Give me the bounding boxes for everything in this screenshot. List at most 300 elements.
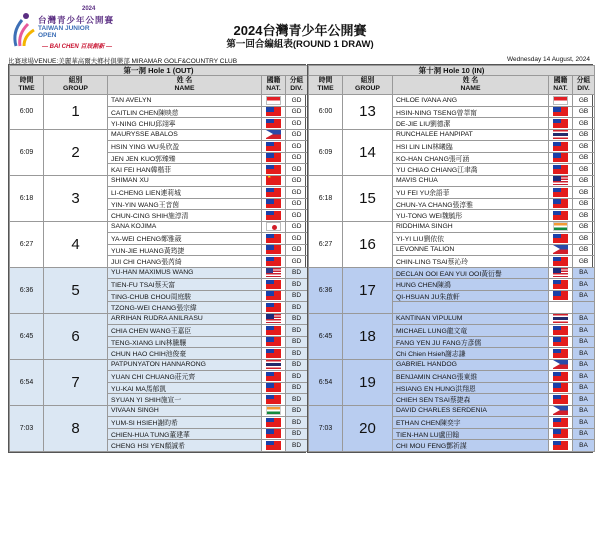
division: BD bbox=[286, 348, 308, 360]
player-name: CHENG HSI YEN顏誠希 bbox=[108, 440, 262, 452]
tw-flag-icon bbox=[266, 395, 281, 404]
div-header: 分組 DIV. bbox=[573, 76, 595, 95]
player-name: YU FEI YU余語菲 bbox=[393, 187, 549, 199]
tw-flag-icon bbox=[266, 245, 281, 254]
division: BD bbox=[286, 267, 308, 279]
player-name: CHIEN-HUA TUNG董建華 bbox=[108, 428, 262, 440]
division: BD bbox=[286, 417, 308, 429]
player-row bbox=[309, 129, 595, 141]
player-row bbox=[309, 359, 595, 371]
nationality bbox=[262, 118, 286, 130]
division: BA bbox=[573, 267, 595, 279]
nationality bbox=[262, 267, 286, 279]
nationality bbox=[262, 141, 286, 153]
group-number: 1 bbox=[44, 95, 108, 130]
player-name: TZONG-WEI CHANG張宗緯 bbox=[108, 302, 262, 314]
division: BA bbox=[573, 371, 595, 383]
tw-flag-icon bbox=[266, 349, 281, 358]
division: GB bbox=[573, 118, 595, 130]
logo-year: 2024 bbox=[82, 6, 96, 12]
tw-flag-icon bbox=[266, 142, 281, 151]
player-name: FANG YEN JU FANG方彥儒 bbox=[393, 336, 549, 348]
player-row bbox=[10, 359, 308, 371]
player-name: PATPUNYATON HANNARONG bbox=[108, 359, 262, 371]
nationality bbox=[262, 198, 286, 210]
division: GB bbox=[573, 244, 595, 256]
division: BD bbox=[286, 290, 308, 302]
player-name: TING-CHUB CHOU周庭駿 bbox=[108, 290, 262, 302]
division: GB bbox=[573, 256, 595, 268]
th-flag-icon bbox=[266, 360, 281, 369]
nationality bbox=[549, 198, 573, 210]
player-name: MICHAEL LUNG龍文竜 bbox=[393, 325, 549, 337]
player-name: TAN AVELYN bbox=[108, 95, 262, 107]
nationality bbox=[549, 428, 573, 440]
group-header: 組別 GROUP bbox=[44, 76, 108, 95]
division: GD bbox=[286, 210, 308, 222]
nationality bbox=[549, 95, 573, 107]
division bbox=[573, 302, 595, 314]
player-name: TIEN-FU TSAI蔡天富 bbox=[108, 279, 262, 291]
player-row bbox=[10, 95, 308, 107]
tee-time: 6:18 bbox=[309, 175, 343, 221]
nationality bbox=[262, 129, 286, 141]
division: GB bbox=[573, 141, 595, 153]
nationality bbox=[549, 325, 573, 337]
player-name: YU-KAI MA馬郁凱 bbox=[108, 382, 262, 394]
division: BD bbox=[286, 371, 308, 383]
nationality bbox=[262, 244, 286, 256]
hole-1-header: 第一洞 Hole 1 (OUT) bbox=[10, 66, 308, 76]
date-label: Wednesday 14 August, 2024 bbox=[507, 56, 590, 63]
ph-flag-icon bbox=[553, 406, 568, 415]
tee-time: 6:27 bbox=[10, 221, 44, 267]
nationality bbox=[262, 336, 286, 348]
division: BD bbox=[286, 325, 308, 337]
tw-flag-icon bbox=[266, 234, 281, 243]
division: GB bbox=[573, 175, 595, 187]
nationality bbox=[549, 336, 573, 348]
nationality bbox=[262, 325, 286, 337]
division: GD bbox=[286, 129, 308, 141]
player-row bbox=[309, 313, 595, 325]
tw-flag-icon bbox=[266, 188, 281, 197]
division: GB bbox=[573, 210, 595, 222]
player-row bbox=[309, 95, 595, 107]
division: BA bbox=[573, 405, 595, 417]
division: BD bbox=[286, 440, 308, 452]
ph-flag-icon bbox=[553, 360, 568, 369]
division: GD bbox=[286, 164, 308, 176]
division: BA bbox=[573, 325, 595, 337]
nationality bbox=[262, 417, 286, 429]
player-name: RIDDHIMA SINGH bbox=[393, 221, 549, 233]
tw-flag-icon bbox=[266, 257, 281, 266]
division: GD bbox=[286, 256, 308, 268]
player-name: HUNG CHEN陳鴻 bbox=[393, 279, 549, 291]
division: GD bbox=[286, 198, 308, 210]
player-row bbox=[10, 313, 308, 325]
nat-header: 國籍 NAT. bbox=[549, 76, 573, 95]
nationality bbox=[262, 428, 286, 440]
tw-flag-icon bbox=[553, 188, 568, 197]
tee-time: 6:54 bbox=[10, 359, 44, 405]
division: BA bbox=[573, 336, 595, 348]
nationality bbox=[549, 417, 573, 429]
us-flag-icon bbox=[266, 268, 281, 277]
hole-10-header: 第十洞 Hole 10 (IN) bbox=[309, 66, 595, 76]
tw-flag-icon bbox=[266, 199, 281, 208]
cn-flag-icon bbox=[266, 176, 281, 185]
logo-en: TAIWAN JUNIOR bbox=[38, 25, 90, 32]
player-name: YI-NING CHIU邱翊寧 bbox=[108, 118, 262, 130]
tw-flag-icon bbox=[266, 429, 281, 438]
player-name: ETHAN CHEN陳奕宇 bbox=[393, 417, 549, 429]
nationality bbox=[549, 313, 573, 325]
player-name: MAVIS CHUA bbox=[393, 175, 549, 187]
nationality bbox=[549, 164, 573, 176]
tw-flag-icon bbox=[553, 372, 568, 381]
tw-flag-icon bbox=[553, 441, 568, 450]
division: GB bbox=[573, 106, 595, 118]
tw-flag-icon bbox=[553, 199, 568, 208]
player-name: YUN-JIE HUANG黃筠捷 bbox=[108, 244, 262, 256]
nationality bbox=[549, 244, 573, 256]
division: GD bbox=[286, 221, 308, 233]
nationality bbox=[549, 233, 573, 245]
group-header: 組別 GROUP bbox=[343, 76, 393, 95]
nationality bbox=[262, 210, 286, 222]
nationality bbox=[262, 106, 286, 118]
tee-time: 6:54 bbox=[309, 359, 343, 405]
group-number: 18 bbox=[343, 313, 393, 359]
nationality bbox=[549, 382, 573, 394]
tw-flag-icon bbox=[266, 418, 281, 427]
nationality bbox=[549, 405, 573, 417]
division: BA bbox=[573, 417, 595, 429]
player-name: CHIEH SEN TSAI蔡捷森 bbox=[393, 394, 549, 406]
player-name: DE-JIE LIU劉德潔 bbox=[393, 118, 549, 130]
group-number: 6 bbox=[44, 313, 108, 359]
division: BD bbox=[286, 359, 308, 371]
player-name: YUM-SI HSIEH謝昀希 bbox=[108, 417, 262, 429]
nationality bbox=[549, 152, 573, 164]
player-name: HSIN-NING TSENG曾莘甯 bbox=[393, 106, 549, 118]
player-name: CHIA CHEN WANG王嘉臣 bbox=[108, 325, 262, 337]
player-name: VIVAAN SINGH bbox=[108, 405, 262, 417]
hole-10-draw-table bbox=[307, 64, 593, 453]
division: GD bbox=[286, 233, 308, 245]
nationality bbox=[549, 256, 573, 268]
tw-flag-icon bbox=[553, 349, 568, 358]
nationality bbox=[262, 279, 286, 291]
division: GB bbox=[573, 129, 595, 141]
tee-time: 6:45 bbox=[309, 313, 343, 359]
nationality bbox=[549, 267, 573, 279]
tw-flag-icon bbox=[553, 337, 568, 346]
division: GB bbox=[573, 152, 595, 164]
player-name: DAVID CHARLES SERDENIA bbox=[393, 405, 549, 417]
tw-flag-icon bbox=[553, 280, 568, 289]
tw-flag-icon bbox=[266, 291, 281, 300]
player-name: CHUN-YA CHANG張淳雅 bbox=[393, 198, 549, 210]
division: BA bbox=[573, 428, 595, 440]
player-name: RUNCHALEE HANPIPAT bbox=[393, 129, 549, 141]
tw-flag-icon bbox=[553, 326, 568, 335]
player-name: HSI LIN LIN林曦臨 bbox=[393, 141, 549, 153]
tw-flag-icon bbox=[266, 153, 281, 162]
name-header: 姓 名 NAME bbox=[108, 76, 262, 95]
tw-flag-icon bbox=[266, 383, 281, 392]
in-flag-icon bbox=[553, 222, 568, 231]
tee-time: 6:36 bbox=[309, 267, 343, 313]
time-header: 時間 TIME bbox=[309, 76, 343, 95]
player-row bbox=[10, 175, 308, 187]
nationality bbox=[262, 221, 286, 233]
my-flag-icon bbox=[266, 314, 281, 323]
ph-flag-icon bbox=[553, 245, 568, 254]
tw-flag-icon bbox=[553, 211, 568, 220]
player-name: KAI FEI HAN韓楷菲 bbox=[108, 164, 262, 176]
player-name: YUAN CHI CHUANG莊元齊 bbox=[108, 371, 262, 383]
tw-flag-icon bbox=[266, 326, 281, 335]
player-name: HSIN YING WU吳欣盈 bbox=[108, 141, 262, 153]
nationality bbox=[549, 118, 573, 130]
division: GB bbox=[573, 233, 595, 245]
division: GB bbox=[573, 95, 595, 107]
player-row bbox=[309, 175, 595, 187]
player-name: ARRIHAN RUDRA ANILRASU bbox=[108, 313, 262, 325]
tw-flag-icon bbox=[553, 383, 568, 392]
player-name: CAITLIN CHEN陳映慈 bbox=[108, 106, 262, 118]
group-number: 5 bbox=[44, 267, 108, 313]
nationality bbox=[262, 371, 286, 383]
group-number: 15 bbox=[343, 175, 393, 221]
nationality bbox=[549, 210, 573, 222]
venue-label: 比賽球場VENUE:美麗華高爾夫鄉村俱樂部 MIRAMAR GOLF&COUNTRY CLUB bbox=[8, 58, 238, 65]
tee-time: 6:18 bbox=[10, 175, 44, 221]
nationality bbox=[549, 359, 573, 371]
group-number: 19 bbox=[343, 359, 393, 405]
player-name: YU-HAN MAXIMUS WANG bbox=[108, 267, 262, 279]
div-header: 分組 DIV. bbox=[286, 76, 308, 95]
tw-flag-icon bbox=[553, 291, 568, 300]
group-number: 16 bbox=[343, 221, 393, 267]
group-number: 20 bbox=[343, 405, 393, 451]
player-name: SANA KOJIMA bbox=[108, 221, 262, 233]
group-number: 13 bbox=[343, 95, 393, 130]
group-number: 14 bbox=[343, 129, 393, 175]
division: GB bbox=[573, 198, 595, 210]
hole-1-draw-table bbox=[8, 64, 306, 453]
player-name bbox=[393, 302, 549, 314]
sponsor-label: — BAI CHEN 百辰創新 — bbox=[42, 44, 113, 50]
nationality bbox=[262, 175, 286, 187]
division: GD bbox=[286, 95, 308, 107]
player-row bbox=[10, 129, 308, 141]
nationality bbox=[262, 313, 286, 325]
tw-flag-icon bbox=[553, 142, 568, 151]
player-name: GABRIEL HANDOG bbox=[393, 359, 549, 371]
division: BD bbox=[286, 313, 308, 325]
division: BA bbox=[573, 279, 595, 291]
division: BD bbox=[286, 279, 308, 291]
player-name: TENG-XIANG LIN林騰驤 bbox=[108, 336, 262, 348]
division: BD bbox=[286, 302, 308, 314]
sg-flag-icon bbox=[266, 96, 281, 105]
player-name: CHUN-CING SHIH施淳清 bbox=[108, 210, 262, 222]
player-name: KANTINAN VIPULUM bbox=[393, 313, 549, 325]
division: BD bbox=[286, 394, 308, 406]
nationality bbox=[549, 221, 573, 233]
tw-flag-icon bbox=[266, 211, 281, 220]
ph-flag-icon bbox=[266, 130, 281, 139]
logo-en2: OPEN bbox=[38, 32, 57, 39]
tee-time: 6:00 bbox=[10, 95, 44, 130]
nationality bbox=[549, 290, 573, 302]
player-name: HSIANG EN HUNG洪翔恩 bbox=[393, 382, 549, 394]
nationality bbox=[549, 440, 573, 452]
sg-flag-icon bbox=[553, 96, 568, 105]
division: BD bbox=[286, 336, 308, 348]
player-name: CHLOE IVANA ANG bbox=[393, 95, 549, 107]
tw-flag-icon bbox=[553, 429, 568, 438]
division: GB bbox=[573, 164, 595, 176]
division: GD bbox=[286, 118, 308, 130]
page-subtitle: 第一回合編組表(ROUND 1 DRAW) bbox=[226, 39, 374, 50]
player-name: SYUAN YI SHIH施宣一 bbox=[108, 394, 262, 406]
nationality bbox=[549, 129, 573, 141]
player-name: JUI CHI CHANG張芮綺 bbox=[108, 256, 262, 268]
my-flag-icon bbox=[553, 176, 568, 185]
nationality bbox=[262, 382, 286, 394]
time-header: 時間 TIME bbox=[10, 76, 44, 95]
player-name: YI-YI LIU劉依依 bbox=[393, 233, 549, 245]
nationality bbox=[262, 359, 286, 371]
nationality bbox=[262, 164, 286, 176]
tw-flag-icon bbox=[266, 372, 281, 381]
division: GD bbox=[286, 187, 308, 199]
my-flag-icon bbox=[553, 268, 568, 277]
tee-time: 6:27 bbox=[309, 221, 343, 267]
nationality bbox=[262, 233, 286, 245]
division: BA bbox=[573, 348, 595, 360]
group-number: 2 bbox=[44, 129, 108, 175]
nationality bbox=[549, 106, 573, 118]
division: GB bbox=[573, 187, 595, 199]
player-name: BENJAMIN CHANG張東維 bbox=[393, 371, 549, 383]
tw-flag-icon bbox=[266, 280, 281, 289]
tw-flag-icon bbox=[553, 418, 568, 427]
player-name: YIN-YIN WANG王音茵 bbox=[108, 198, 262, 210]
player-row bbox=[10, 221, 308, 233]
division: GD bbox=[286, 175, 308, 187]
tw-flag-icon bbox=[266, 441, 281, 450]
player-name: YU CHIAO CHIANG江聿喬 bbox=[393, 164, 549, 176]
player-name: JEN JEN KUO郭臻臻 bbox=[108, 152, 262, 164]
tw-flag-icon bbox=[266, 107, 281, 116]
division: GD bbox=[286, 106, 308, 118]
nationality bbox=[549, 141, 573, 153]
player-row bbox=[309, 267, 595, 279]
nationality bbox=[549, 348, 573, 360]
nationality bbox=[549, 302, 573, 314]
nat-header: 國籍 NAT. bbox=[262, 76, 286, 95]
tee-time: 6:00 bbox=[309, 95, 343, 130]
player-name: SHIMAN XU bbox=[108, 175, 262, 187]
player-row bbox=[309, 405, 595, 417]
player-name: MAURYSSE ABALOS bbox=[108, 129, 262, 141]
nationality bbox=[262, 290, 286, 302]
nationality bbox=[262, 394, 286, 406]
tee-time: 7:03 bbox=[309, 405, 343, 451]
th-flag-icon bbox=[553, 314, 568, 323]
nationality bbox=[549, 187, 573, 199]
player-row bbox=[10, 267, 308, 279]
group-number: 8 bbox=[44, 405, 108, 451]
division: GD bbox=[286, 152, 308, 164]
tw-flag-icon bbox=[266, 165, 281, 174]
group-number: 3 bbox=[44, 175, 108, 221]
tw-flag-icon bbox=[266, 303, 281, 312]
group-number: 17 bbox=[343, 267, 393, 313]
tw-flag-icon bbox=[553, 107, 568, 116]
tw-flag-icon bbox=[266, 337, 281, 346]
jp-flag-icon bbox=[266, 222, 281, 231]
division: BD bbox=[286, 428, 308, 440]
division: BA bbox=[573, 440, 595, 452]
player-name: YA-WEI CHENG鄭雅葳 bbox=[108, 233, 262, 245]
player-name: CHI MOU FENG酆祈謀 bbox=[393, 440, 549, 452]
nationality bbox=[549, 394, 573, 406]
tee-time: 6:09 bbox=[309, 129, 343, 175]
group-number: 4 bbox=[44, 221, 108, 267]
division: BA bbox=[573, 382, 595, 394]
th-flag-icon bbox=[553, 130, 568, 139]
division: BD bbox=[286, 405, 308, 417]
division: BD bbox=[286, 382, 308, 394]
division: GD bbox=[286, 141, 308, 153]
tee-time: 6:09 bbox=[10, 129, 44, 175]
tw-flag-icon bbox=[553, 153, 568, 162]
nationality bbox=[549, 175, 573, 187]
nationality bbox=[262, 440, 286, 452]
division: BA bbox=[573, 359, 595, 371]
nationality bbox=[549, 371, 573, 383]
player-name: CHUN HAO CHIH池俊豪 bbox=[108, 348, 262, 360]
division: BA bbox=[573, 290, 595, 302]
player-row bbox=[309, 221, 595, 233]
tee-time: 6:45 bbox=[10, 313, 44, 359]
division: GD bbox=[286, 244, 308, 256]
tw-flag-icon bbox=[266, 119, 281, 128]
player-name: LI-CHENG LIEN連莉城 bbox=[108, 187, 262, 199]
group-number: 7 bbox=[44, 359, 108, 405]
player-name: TIEN-HAN LU盧田翰 bbox=[393, 428, 549, 440]
nationality bbox=[262, 187, 286, 199]
tee-time: 7:03 bbox=[10, 405, 44, 451]
player-name: LEVONNE TALION bbox=[393, 244, 549, 256]
tw-flag-icon bbox=[553, 119, 568, 128]
nationality bbox=[262, 152, 286, 164]
name-header: 姓 名 NAME bbox=[393, 76, 549, 95]
division: BA bbox=[573, 313, 595, 325]
tw-flag-icon bbox=[553, 165, 568, 174]
in-flag-icon bbox=[266, 406, 281, 415]
nationality bbox=[262, 348, 286, 360]
page-title: 2024台灣青少年公開賽 bbox=[233, 23, 367, 38]
division: BA bbox=[573, 394, 595, 406]
